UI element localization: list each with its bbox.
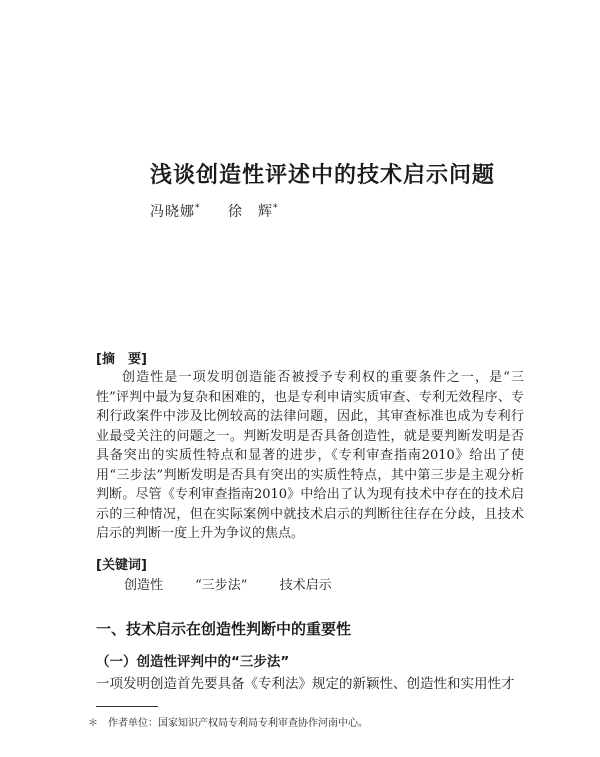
footnote-divider: [96, 706, 158, 707]
keywords-heading: [关键词]: [96, 558, 147, 573]
abstract-heading: [摘 要]: [96, 352, 147, 367]
keywords-list: [124, 574, 360, 593]
footnote-affiliation: ＊ 作者单位：国家知识产权局专利局专利审查协作河南中心。: [88, 718, 368, 729]
author-list: [150, 201, 278, 221]
body-paragraph: 一项发明创造首先要具备《专利法》规定的新颖性、创造性和实用性才: [96, 676, 515, 692]
abstract-text: 创造性是一项发明创造能否被授予专利权的重要条件之一，是“三性”评判中最为复杂和困难的，也是专利申请实质审查、专利无效程序、专利行政案件中涉及比例较高的法律问题，因此，其审查标准也成为专利行业最受关注的问题之一。判断发明是否具备创造性，就是要判断发明是否具备突出的实质性特点和显著的进步，《专利审查指南2010》给出了使用“三步法”判断发明是否具有突出的实质性特点，其中第三步是主观分析判断。尽管《专利审查指南2010》中给出了认为现有技术中存在的技术启示的三种情况，但在实际案例中就技术启示的判断往往存在分歧，且技术启示的判断一度上升为争议的焦点。: [96, 370, 524, 541]
author-name: 徐 辉: [227, 204, 273, 220]
keyword: 创造性: [124, 578, 164, 593]
keyword: 技术启示: [279, 578, 332, 593]
author-footnote-mark: *: [195, 203, 201, 214]
author-footnote-mark: *: [272, 203, 279, 214]
section-heading: 一、技术启示在创造性判断中的重要性: [96, 620, 352, 638]
keyword: “三步法”: [195, 578, 248, 593]
subsection-heading: （一）创造性评判中的“三步法”: [96, 654, 290, 670]
paper-title: 浅谈创造性评述中的技术启示问题: [150, 163, 496, 188]
author-name: 冯晓娜: [150, 204, 195, 220]
